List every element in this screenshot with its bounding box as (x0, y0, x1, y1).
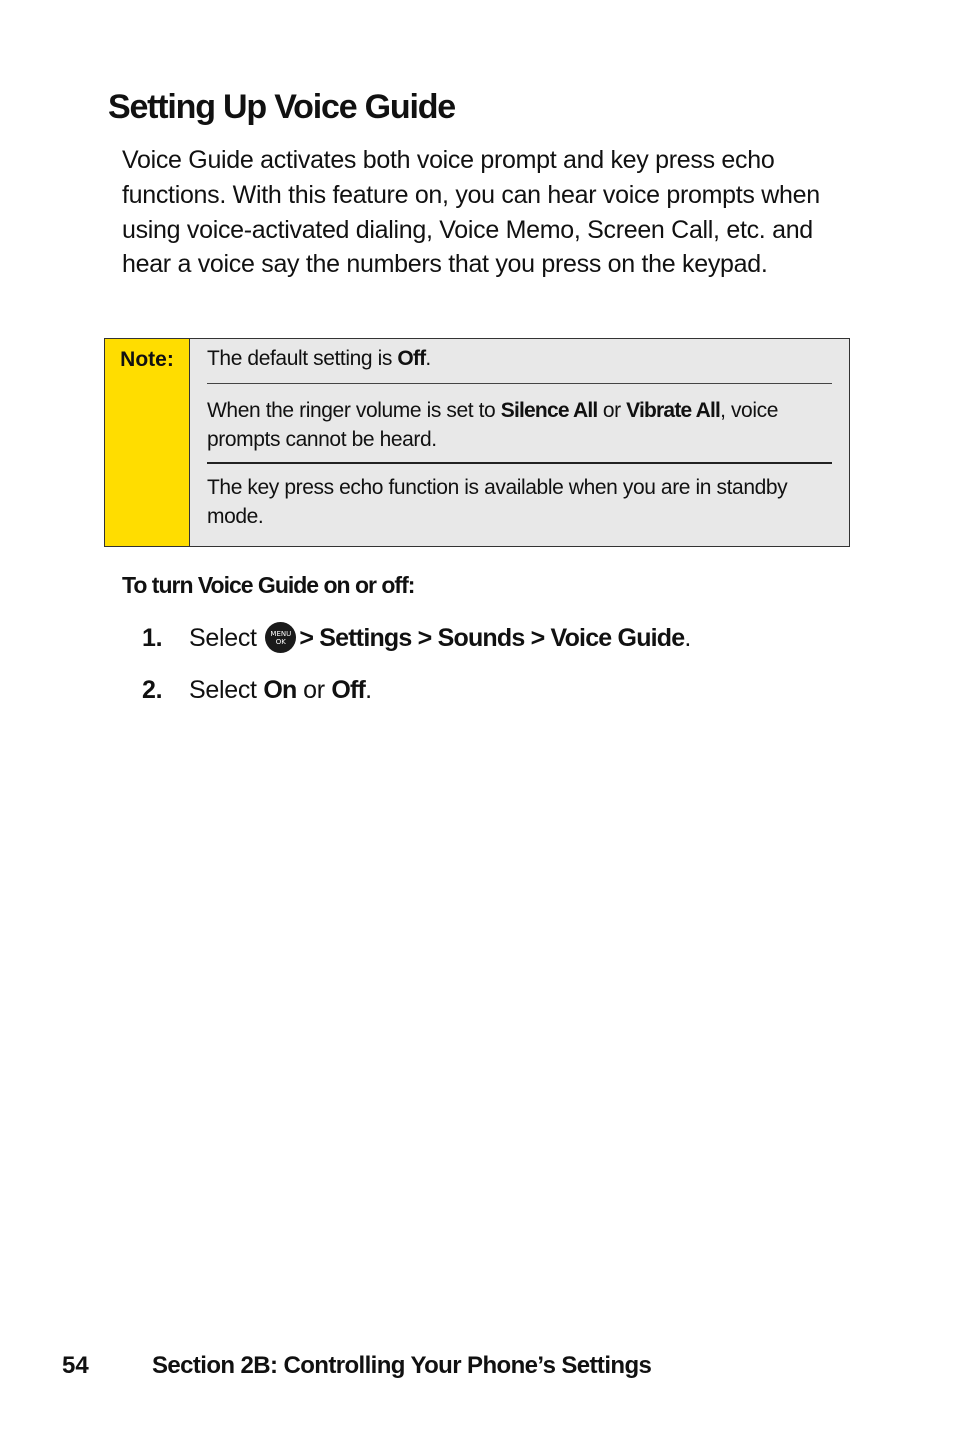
note-item-text: , voice prompts cannot be heard. (207, 398, 778, 451)
option-on: On (263, 676, 297, 704)
menu-key-label: MENU (270, 630, 292, 638)
step-text: . (365, 676, 372, 704)
note-item-bold: Silence All (500, 398, 598, 422)
step-number: 1. (142, 624, 163, 652)
step-2 (142, 673, 372, 707)
note-body (190, 339, 849, 546)
menu-ok-key-icon (265, 622, 296, 653)
note-item-bold: Vibrate All (626, 398, 721, 422)
footer-section-title: Section 2B: Controlling Your Phone’s Settings (152, 1352, 652, 1379)
note-item-bold: Off (397, 347, 426, 370)
step-1 (142, 621, 691, 655)
instructions-title: To turn Voice Guide on or off: (122, 572, 415, 598)
note-item-default-setting (207, 339, 832, 384)
step-text: Select (189, 624, 257, 652)
note-item-text: . (425, 347, 431, 370)
step-text: . (684, 624, 692, 652)
step-number: 2. (142, 676, 163, 704)
note-item-text: When the ringer volume is set to (207, 398, 501, 422)
note-box (104, 338, 850, 547)
step-text: Select (189, 676, 257, 704)
option-off: Off (331, 676, 366, 704)
note-item-text: The default setting is (207, 347, 398, 370)
note-label: Note: (105, 339, 190, 546)
note-item-ringer-volume (207, 384, 832, 464)
note-item-key-press-echo: The key press echo function is available when you are in standby mode. (207, 475, 788, 528)
page-heading: Setting Up Voice Guide (108, 88, 456, 126)
note-item-text: or (597, 398, 627, 422)
ok-key-label: OK (275, 638, 286, 646)
intro-paragraph: Voice Guide activates both voice prompt and key press echo functions. With this feature on, you can hear voice prompts when using voice-activated dialing, Voice Memo, Screen Call, etc. and hear a voice say the numbers that you press on the keypad. (122, 146, 820, 279)
menu-path: > Settings > Sounds > Voice Guide (299, 624, 685, 652)
step-text: or (296, 676, 332, 704)
page-number: 54 (62, 1352, 89, 1379)
